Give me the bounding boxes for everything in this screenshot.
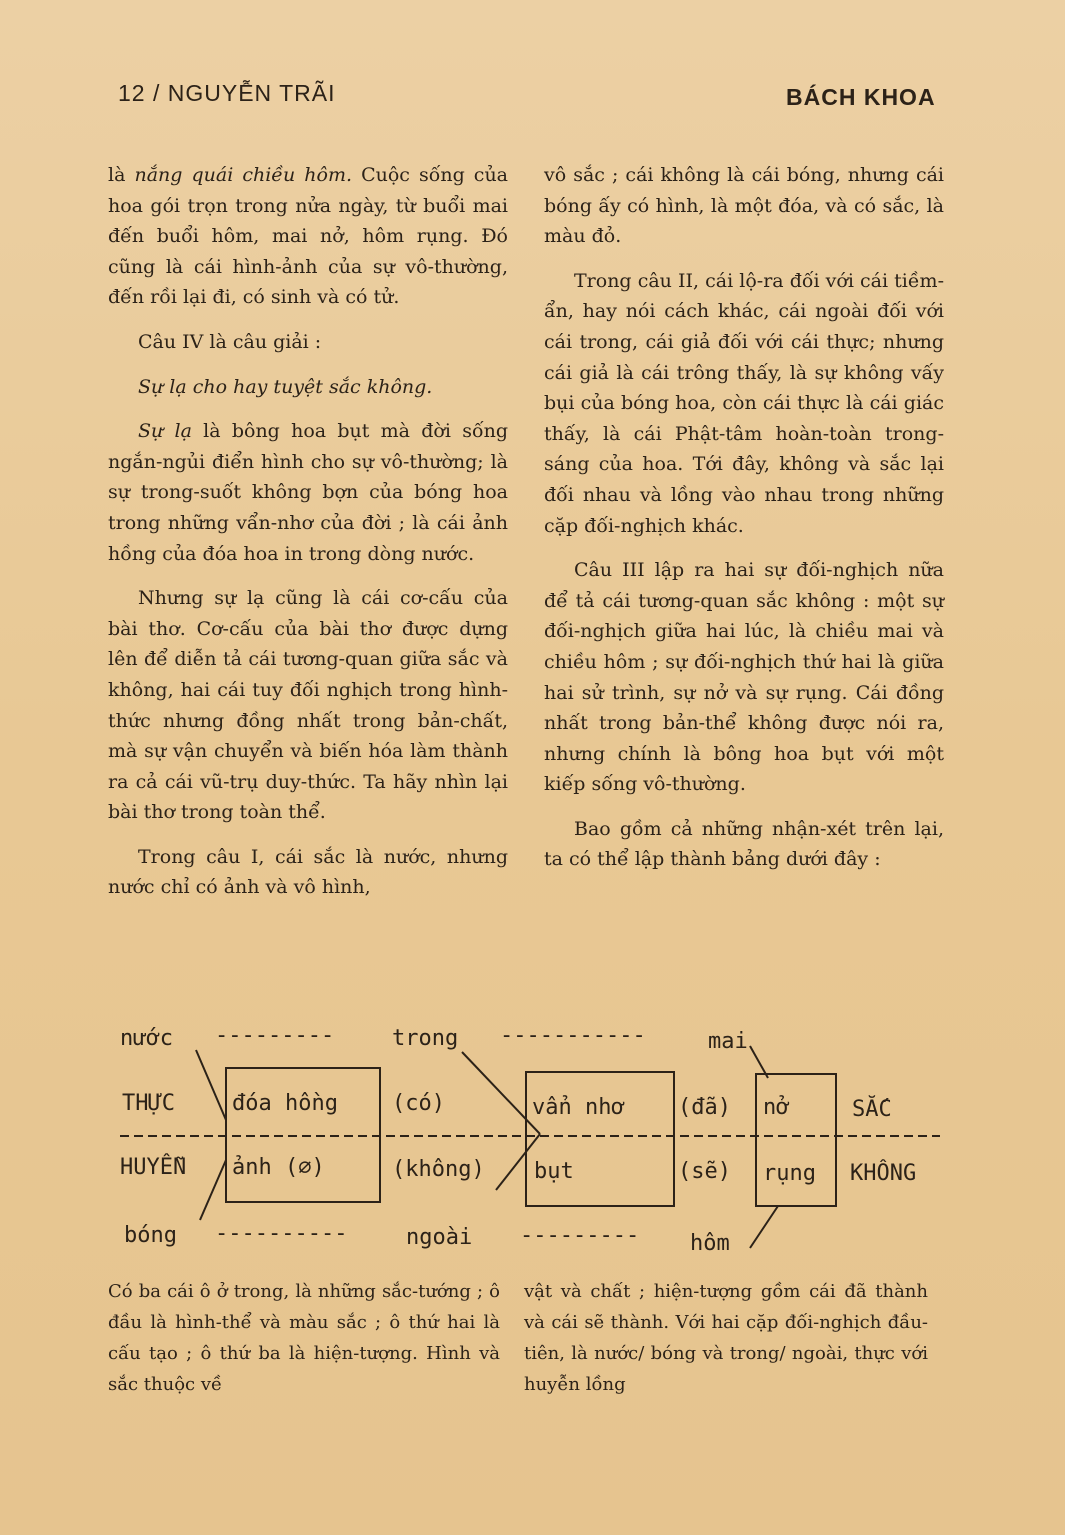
right-paragraph-3: Câu III lập ra hai sự đối-nghịch nữa để tả cái tương-quan sắc không : một sự đối-nghịch giữa hai lúc, là chiều mai và chiều hôm ; sự đối-nghịch thứ hai là giữa hai sử trình, sự nở và sự rụng. Cái đồng nhất trong bản-thể không được nói ra, nhưng chính là bông hoa bụt với một kiếp sống vô-thường. xyxy=(544,559,944,796)
diagram-doa-hong: đóa hồng xyxy=(232,1091,338,1116)
bottom-left-paragraph: Có ba cái ô ở trong, là những sắc-tướng ; ô đầu là hình-thể và màu sắc ; ô thứ hai là cấu tạo ; ô thứ ba là hiện-tượng. Hình và sắc thuộc về xyxy=(108,1281,500,1395)
diagram-box-3 xyxy=(756,1074,836,1206)
diagram-da: (đã) xyxy=(678,1095,731,1120)
diagram-dashes: --------- xyxy=(520,1223,640,1248)
diagram-ngoai: ngoài xyxy=(406,1225,473,1250)
running-header-left: 12 / NGUYỄN TRÃI xyxy=(118,80,336,106)
quote-fragment: Sự lạ xyxy=(138,420,192,443)
diagram-van-nho: vẩn nhơ xyxy=(532,1095,625,1120)
diagram-anh: ảnh (∅) xyxy=(232,1155,325,1180)
right-paragraph-1: vô sắc ; cái không là cái bóng, nhưng cái bóng ấy có hình, là một đóa, và có sắc, là màu đỏ. xyxy=(544,164,944,248)
running-header-right: BÁCH KHOA xyxy=(786,84,936,110)
left-paragraph-2: Câu IV là câu giải : xyxy=(138,330,322,353)
diagram-co: (có) xyxy=(392,1091,445,1116)
diagram-bong: bóng xyxy=(124,1223,177,1248)
left-paragraph-3 xyxy=(108,372,508,403)
diagram-trong: trong xyxy=(392,1026,459,1051)
right-column xyxy=(544,160,944,889)
quoted-verse: Sự lạ cho hay tuyệt sắc không. xyxy=(138,375,433,398)
bottom-right-paragraph: vật và chất ; hiện-tượng gồm cái đã thành và cái sẽ thành. Với hai cặp đối-nghịch đầu-tiên, là nước/ bóng và trong/ ngoài, thực với huyễn lồng xyxy=(524,1281,928,1395)
diagram-connectors xyxy=(196,1046,778,1248)
diagram-mai: mai xyxy=(708,1029,748,1054)
diagram-dashes: --------- xyxy=(215,1023,335,1048)
left-paragraph-6: Trong câu I, cái sắc là nước, nhưng nước chỉ có ảnh và vô hình, xyxy=(108,845,508,899)
diagram-huyen: HUYỄN xyxy=(120,1155,187,1180)
diagram-hom: hôm xyxy=(690,1231,730,1256)
diagram-dashes: ---------- xyxy=(215,1221,348,1246)
left-paragraph-4: Sự lạ là bông hoa bụt mà đời sống ngắn-ngủi điển hình cho sự vô-thường; là sự trong-suốt không bợn của bóng hoa trong những vẩn-nhơ của đời ; là cái ảnh hồng của đóa hoa in trong dòng nước. xyxy=(108,420,508,565)
diagram-box-2 xyxy=(526,1072,674,1206)
diagram-khong: (không) xyxy=(392,1157,485,1182)
diagram-khong-caps: KHÔNG xyxy=(850,1161,917,1186)
diagram-but: bụt xyxy=(534,1159,574,1184)
left-paragraph-1: là nắng quái chiều hôm. Cuộc sống của hoa gói trọn trong nửa ngày, từ buổi mai đến buổi hôm, mai nở, hôm rụng. Đó cũng là cái hình-ảnh của sự vô-thường, đến rồi lại đi, có sinh và có tử. xyxy=(108,164,509,309)
diagram-thuc: THỰC xyxy=(122,1091,175,1116)
diagram-no: nở xyxy=(763,1095,790,1120)
diagram-nuoc: nước xyxy=(120,1026,173,1051)
right-paragraph-4: Bao gồm cả những nhận-xét trên lại, ta có thể lập thành bảng dưới đây : xyxy=(544,817,944,871)
left-paragraph-5: Nhưng sự lạ cũng là cái cơ-cấu của bài thơ. Cơ-cấu của bài thơ được dựng lên để diễn tả cái tương-quan giữa sắc và không, hai cái tuy đối nghịch trong hình-thức nhưng đồng nhất trong bản-chất, mà sự vận chuyển và biến hóa làm thành ra cả cái vũ-trụ duy-thức. Ta hãy nhìn lại bài thơ trong toàn thể. xyxy=(108,587,508,824)
quote-fragment: nắng quái chiều hôm. xyxy=(134,164,353,186)
left-column xyxy=(108,160,508,917)
diagram-rung: rụng xyxy=(763,1161,816,1186)
diagram-se: (sẽ) xyxy=(678,1159,731,1184)
diagram-dashes: ----------- xyxy=(500,1023,646,1048)
diagram-sac: SẮC xyxy=(852,1097,892,1122)
sac-khong-diagram xyxy=(100,1010,960,1260)
right-paragraph-2: Trong câu II, cái lộ-ra đối với cái tiềm-ẩn, hay nói cách khác, cái ngoài đối với cái trong, cái giả đối với cái thực; nhưng cái giả là cái trông thấy, là sự không vấy bụi của bóng hoa, còn cái thực là cái giác thấy, là cái Phật-tâm hoàn-toàn trong-sáng của hoa. Tới đây, không và sắc lại đối nhau và lồng vào nhau trong những cặp đối-nghịch khác. xyxy=(544,269,944,537)
